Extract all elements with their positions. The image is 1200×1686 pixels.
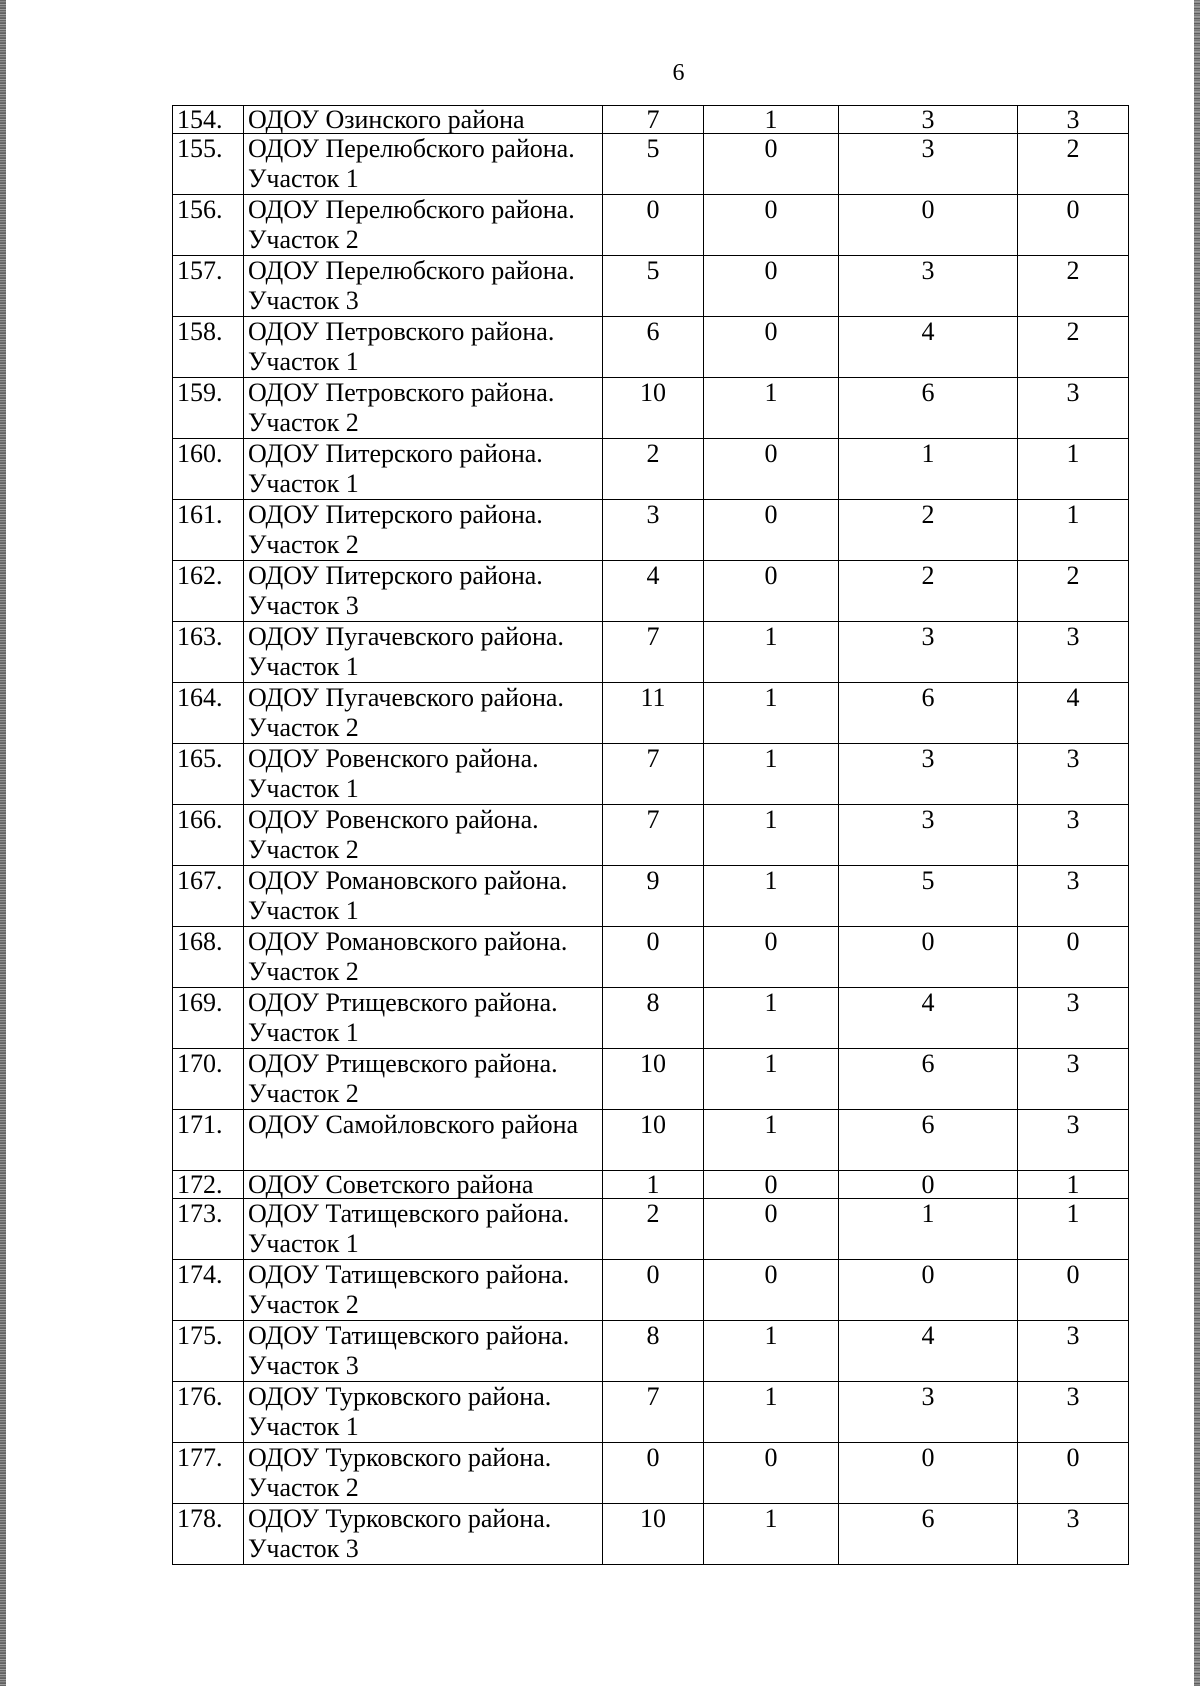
- row-value-3: 2: [839, 500, 1018, 561]
- row-number: 175.: [173, 1321, 244, 1382]
- table-row: [173, 927, 1129, 988]
- row-value-4: 2: [1018, 256, 1129, 317]
- row-value-3: 0: [839, 1171, 1018, 1199]
- row-name: ОДОУ Питерского района. Участок 3: [244, 561, 603, 622]
- row-value-4: 3: [1018, 1049, 1129, 1110]
- row-number: 162.: [173, 561, 244, 622]
- row-value-3: 1: [839, 1199, 1018, 1260]
- row-value-4: 0: [1018, 927, 1129, 988]
- row-value-4: 0: [1018, 1443, 1129, 1504]
- row-name: ОДОУ Озинского района: [244, 106, 603, 134]
- table-row: [173, 106, 1129, 134]
- row-value-1: 7: [603, 106, 704, 134]
- scan-edge-left: [0, 0, 6, 1686]
- row-value-1: 6: [603, 317, 704, 378]
- row-value-1: 5: [603, 256, 704, 317]
- row-number: 164.: [173, 683, 244, 744]
- table-row: [173, 622, 1129, 683]
- row-name: ОДОУ Турковского района. Участок 3: [244, 1504, 603, 1565]
- row-value-3: 6: [839, 683, 1018, 744]
- table-row: [173, 500, 1129, 561]
- row-number: 163.: [173, 622, 244, 683]
- row-value-1: 4: [603, 561, 704, 622]
- row-value-2: 0: [704, 317, 839, 378]
- row-value-2: 1: [704, 744, 839, 805]
- row-value-2: 1: [704, 1110, 839, 1171]
- row-number: 160.: [173, 439, 244, 500]
- row-value-2: 0: [704, 134, 839, 195]
- row-value-3: 3: [839, 622, 1018, 683]
- row-value-1: 11: [603, 683, 704, 744]
- table-row: [173, 988, 1129, 1049]
- row-number: 158.: [173, 317, 244, 378]
- table-row: [173, 1110, 1129, 1171]
- row-name: ОДОУ Пугачевского района. Участок 1: [244, 622, 603, 683]
- row-name: ОДОУ Перелюбского района. Участок 2: [244, 195, 603, 256]
- row-name: ОДОУ Самойловского района: [244, 1110, 603, 1171]
- row-value-1: 0: [603, 1260, 704, 1321]
- row-number: 174.: [173, 1260, 244, 1321]
- row-value-4: 3: [1018, 1382, 1129, 1443]
- row-value-4: 3: [1018, 805, 1129, 866]
- row-value-2: 1: [704, 622, 839, 683]
- row-value-2: 1: [704, 988, 839, 1049]
- row-value-1: 7: [603, 805, 704, 866]
- data-table: [172, 105, 1129, 1565]
- table-row: [173, 866, 1129, 927]
- row-name: ОДОУ Ртищевского района. Участок 2: [244, 1049, 603, 1110]
- row-number: 155.: [173, 134, 244, 195]
- row-number: 172.: [173, 1171, 244, 1199]
- row-value-3: 3: [839, 256, 1018, 317]
- row-value-2: 1: [704, 1382, 839, 1443]
- row-number: 177.: [173, 1443, 244, 1504]
- row-value-3: 4: [839, 317, 1018, 378]
- row-name: ОДОУ Петровского района. Участок 1: [244, 317, 603, 378]
- table-row: [173, 561, 1129, 622]
- row-value-3: 3: [839, 805, 1018, 866]
- table-row: [173, 195, 1129, 256]
- row-value-4: 3: [1018, 866, 1129, 927]
- table-row: [173, 439, 1129, 500]
- row-name: ОДОУ Ртищевского района. Участок 1: [244, 988, 603, 1049]
- row-value-2: 1: [704, 683, 839, 744]
- row-name: ОДОУ Советского района: [244, 1171, 603, 1199]
- row-value-1: 7: [603, 622, 704, 683]
- row-value-2: 0: [704, 1443, 839, 1504]
- row-number: 154.: [173, 106, 244, 134]
- row-value-3: 3: [839, 744, 1018, 805]
- row-value-4: 2: [1018, 134, 1129, 195]
- row-value-2: 1: [704, 378, 839, 439]
- row-number: 178.: [173, 1504, 244, 1565]
- row-number: 171.: [173, 1110, 244, 1171]
- row-value-4: 1: [1018, 1171, 1129, 1199]
- row-number: 161.: [173, 500, 244, 561]
- row-name: ОДОУ Романовского района. Участок 2: [244, 927, 603, 988]
- row-number: 173.: [173, 1199, 244, 1260]
- row-value-4: 3: [1018, 106, 1129, 134]
- row-value-2: 0: [704, 439, 839, 500]
- table-row: [173, 317, 1129, 378]
- row-value-1: 10: [603, 1049, 704, 1110]
- row-value-1: 5: [603, 134, 704, 195]
- row-name: ОДОУ Перелюбского района. Участок 3: [244, 256, 603, 317]
- row-name: ОДОУ Пугачевского района. Участок 2: [244, 683, 603, 744]
- row-number: 170.: [173, 1049, 244, 1110]
- table-row: [173, 1443, 1129, 1504]
- row-value-4: 1: [1018, 439, 1129, 500]
- table-row: [173, 1171, 1129, 1199]
- table-row: [173, 1260, 1129, 1321]
- row-name: ОДОУ Татищевского района. Участок 2: [244, 1260, 603, 1321]
- row-number: 168.: [173, 927, 244, 988]
- row-value-3: 3: [839, 1382, 1018, 1443]
- row-number: 169.: [173, 988, 244, 1049]
- row-number: 159.: [173, 378, 244, 439]
- row-name: ОДОУ Татищевского района. Участок 3: [244, 1321, 603, 1382]
- table-row: [173, 1382, 1129, 1443]
- row-value-4: 3: [1018, 1321, 1129, 1382]
- row-value-3: 6: [839, 1049, 1018, 1110]
- row-value-4: 3: [1018, 1110, 1129, 1171]
- row-value-3: 6: [839, 1110, 1018, 1171]
- row-value-1: 0: [603, 195, 704, 256]
- table-row: [173, 134, 1129, 195]
- row-number: 165.: [173, 744, 244, 805]
- row-value-2: 0: [704, 195, 839, 256]
- row-name: ОДОУ Петровского района. Участок 2: [244, 378, 603, 439]
- row-number: 157.: [173, 256, 244, 317]
- table-row: [173, 1321, 1129, 1382]
- row-value-4: 2: [1018, 317, 1129, 378]
- row-name: ОДОУ Питерского района. Участок 2: [244, 500, 603, 561]
- table-row: [173, 683, 1129, 744]
- row-value-1: 10: [603, 1110, 704, 1171]
- row-name: ОДОУ Питерского района. Участок 1: [244, 439, 603, 500]
- row-value-2: 0: [704, 1199, 839, 1260]
- row-value-4: 3: [1018, 622, 1129, 683]
- row-value-2: 0: [704, 1171, 839, 1199]
- table-row: [173, 805, 1129, 866]
- row-name: ОДОУ Ровенского района. Участок 2: [244, 805, 603, 866]
- row-value-2: 1: [704, 1049, 839, 1110]
- row-value-3: 4: [839, 1321, 1018, 1382]
- row-value-4: 4: [1018, 683, 1129, 744]
- row-value-2: 1: [704, 1321, 839, 1382]
- page-number: 6: [672, 60, 685, 86]
- row-value-4: 3: [1018, 378, 1129, 439]
- row-value-1: 10: [603, 378, 704, 439]
- row-number: 166.: [173, 805, 244, 866]
- table-row: [173, 1504, 1129, 1565]
- row-value-2: 0: [704, 927, 839, 988]
- row-value-3: 3: [839, 134, 1018, 195]
- row-name: ОДОУ Перелюбского района. Участок 1: [244, 134, 603, 195]
- row-value-4: 1: [1018, 500, 1129, 561]
- row-value-4: 0: [1018, 195, 1129, 256]
- row-number: 156.: [173, 195, 244, 256]
- row-value-3: 0: [839, 1443, 1018, 1504]
- row-value-1: 8: [603, 988, 704, 1049]
- row-name: ОДОУ Турковского района. Участок 2: [244, 1443, 603, 1504]
- row-value-2: 0: [704, 256, 839, 317]
- row-value-4: 0: [1018, 1260, 1129, 1321]
- row-value-2: 0: [704, 500, 839, 561]
- row-value-1: 7: [603, 744, 704, 805]
- row-name: ОДОУ Ровенского района. Участок 1: [244, 744, 603, 805]
- row-number: 176.: [173, 1382, 244, 1443]
- row-value-1: 0: [603, 927, 704, 988]
- row-number: 167.: [173, 866, 244, 927]
- row-name: ОДОУ Турковского района. Участок 1: [244, 1382, 603, 1443]
- row-value-2: 1: [704, 866, 839, 927]
- row-value-3: 1: [839, 439, 1018, 500]
- table-row: [173, 744, 1129, 805]
- row-value-2: 0: [704, 561, 839, 622]
- table-row: [173, 1049, 1129, 1110]
- row-value-2: 1: [704, 106, 839, 134]
- row-value-1: 7: [603, 1382, 704, 1443]
- row-value-1: 2: [603, 1199, 704, 1260]
- row-value-3: 6: [839, 1504, 1018, 1565]
- table-row: [173, 378, 1129, 439]
- row-value-3: 5: [839, 866, 1018, 927]
- row-name: ОДОУ Романовского района. Участок 1: [244, 866, 603, 927]
- table-row: [173, 1199, 1129, 1260]
- row-name: ОДОУ Татищевского района. Участок 1: [244, 1199, 603, 1260]
- row-value-1: 10: [603, 1504, 704, 1565]
- row-value-2: 1: [704, 805, 839, 866]
- row-value-1: 1: [603, 1171, 704, 1199]
- row-value-3: 0: [839, 927, 1018, 988]
- row-value-3: 6: [839, 378, 1018, 439]
- row-value-4: 3: [1018, 1504, 1129, 1565]
- row-value-3: 3: [839, 106, 1018, 134]
- row-value-1: 0: [603, 1443, 704, 1504]
- row-value-4: 3: [1018, 988, 1129, 1049]
- table-row: [173, 256, 1129, 317]
- row-value-3: 4: [839, 988, 1018, 1049]
- row-value-3: 2: [839, 561, 1018, 622]
- scan-edge-right: [1194, 0, 1200, 1686]
- row-value-2: 1: [704, 1504, 839, 1565]
- row-value-1: 8: [603, 1321, 704, 1382]
- row-value-4: 2: [1018, 561, 1129, 622]
- row-value-4: 3: [1018, 744, 1129, 805]
- row-value-1: 3: [603, 500, 704, 561]
- row-value-2: 0: [704, 1260, 839, 1321]
- row-value-1: 2: [603, 439, 704, 500]
- row-value-3: 0: [839, 195, 1018, 256]
- row-value-3: 0: [839, 1260, 1018, 1321]
- row-value-4: 1: [1018, 1199, 1129, 1260]
- row-value-1: 9: [603, 866, 704, 927]
